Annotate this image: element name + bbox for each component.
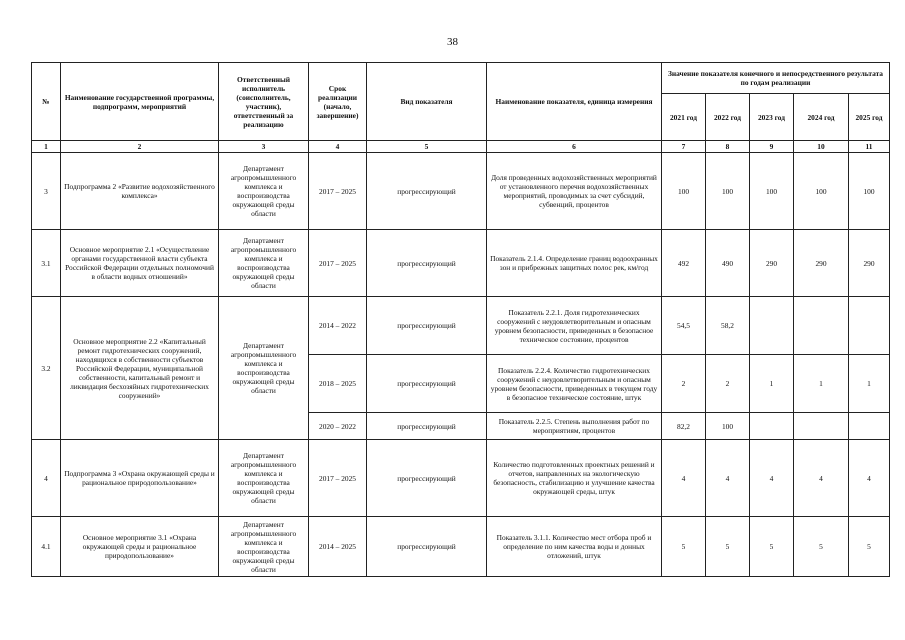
row-number: 3.2 xyxy=(32,297,61,440)
column-number: 11 xyxy=(849,141,890,153)
column-number: 2 xyxy=(61,141,219,153)
column-number: 9 xyxy=(750,141,794,153)
indicator-name: Доля проведенных водохозяйственных мероприятий от установленного перечня водохозяйственных мероприятий, проводимых за счет субсидий, субвенций, процентов xyxy=(487,153,662,230)
value-2023: 100 xyxy=(750,153,794,230)
indicator-type: прогрессирующий xyxy=(367,297,487,355)
indicators-table xyxy=(31,62,890,577)
value-2025 xyxy=(849,297,890,355)
indicator-name: Показатель 2.2.4. Количество гидротехнических сооружений с неудовлетворительным и опасным уровнем безопасности, приведенных в текущем году в безопасное техническое состояние, штук xyxy=(487,355,662,413)
indicator-type: прогрессирующий xyxy=(367,230,487,297)
term: 2018 – 2025 xyxy=(309,355,367,413)
column-number: 4 xyxy=(309,141,367,153)
header-program: Наименование государственной программы, подпрограмм, мероприятий xyxy=(61,63,219,141)
value-2023: 5 xyxy=(750,517,794,577)
table-row xyxy=(32,440,890,517)
term: 2017 – 2025 xyxy=(309,440,367,517)
executor: Департамент агропромышленного комплекса и воспроизводства окружающей среды области xyxy=(219,153,309,230)
row-number: 4 xyxy=(32,440,61,517)
program-name: Основное мероприятие 2.2 «Капитальный ремонт гидротехнических сооружений, находящихся в собственности субъектов Российской Федерации, муниципальной собственности, капитальный ремонт и ликвидация бесхозяйных гидротехнических сооружений» xyxy=(61,297,219,440)
value-2021: 5 xyxy=(662,517,706,577)
column-number: 7 xyxy=(662,141,706,153)
executor: Департамент агропромышленного комплекса и воспроизводства окружающей среды области xyxy=(219,440,309,517)
column-number: 5 xyxy=(367,141,487,153)
value-2023 xyxy=(750,413,794,440)
header-values-group: Значение показателя конечного и непосредственного результата по годам реализации xyxy=(662,63,890,94)
header-indicator-type: Вид показателя xyxy=(367,63,487,141)
value-2023: 4 xyxy=(750,440,794,517)
row-number: 3.1 xyxy=(32,230,61,297)
header-year: 2022 год xyxy=(706,94,750,141)
value-2024: 4 xyxy=(794,440,849,517)
indicator-name: Количество подготовленных проектных решений и отчетов, направленных на экологическую безопасность, стабилизацию и улучшение качества окружающей среды, штук xyxy=(487,440,662,517)
value-2025: 1 xyxy=(849,355,890,413)
page-number: 38 xyxy=(447,36,458,48)
executor: Департамент агропромышленного комплекса и воспроизводства окружающей среды области xyxy=(219,230,309,297)
indicator-type: прогрессирующий xyxy=(367,517,487,577)
indicator-name: Показатель 2.2.1. Доля гидротехнических сооружений с неудовлетворительным и опасным уровнем безопасности, приведенных в безопасное техническое состояние, процентов xyxy=(487,297,662,355)
header-year: 2023 год xyxy=(750,94,794,141)
indicator-type: прогрессирующий xyxy=(367,440,487,517)
value-2024 xyxy=(794,297,849,355)
value-2025: 5 xyxy=(849,517,890,577)
header-year: 2021 год xyxy=(662,94,706,141)
header-year: 2024 год xyxy=(794,94,849,141)
header-row xyxy=(32,63,890,94)
value-2022: 100 xyxy=(706,413,750,440)
value-2022: 490 xyxy=(706,230,750,297)
value-2025: 4 xyxy=(849,440,890,517)
term: 2017 – 2025 xyxy=(309,230,367,297)
indicator-name: Показатель 2.1.4. Определение границ водоохранных зон и прибрежных защитных полос рек, км/год xyxy=(487,230,662,297)
executor: Департамент агропромышленного комплекса и воспроизводства окружающей среды области xyxy=(219,517,309,577)
value-2021: 100 xyxy=(662,153,706,230)
program-name: Основное мероприятие 2.1 «Осуществление органами государственной власти субъекта Российской Федерации отдельных полномочий в области водных отношений» xyxy=(61,230,219,297)
column-number: 10 xyxy=(794,141,849,153)
row-number: 3 xyxy=(32,153,61,230)
header-year: 2025 год xyxy=(849,94,890,141)
value-2022: 58,2 xyxy=(706,297,750,355)
value-2022: 4 xyxy=(706,440,750,517)
value-2021: 82,2 xyxy=(662,413,706,440)
term: 2014 – 2025 xyxy=(309,517,367,577)
value-2022: 2 xyxy=(706,355,750,413)
program-name: Подпрограмма 3 «Охрана окружающей среды и рациональное природопользование» xyxy=(61,440,219,517)
header-term: Срок реализации (начало, завершение) xyxy=(309,63,367,141)
value-2024 xyxy=(794,413,849,440)
value-2021: 492 xyxy=(662,230,706,297)
value-2021: 54,5 xyxy=(662,297,706,355)
program-name: Подпрограмма 2 «Развитие водохозяйственного комплекса» xyxy=(61,153,219,230)
indicator-type: прогрессирующий xyxy=(367,355,487,413)
executor: Департамент агропромышленного комплекса и воспроизводства окружающей среды области xyxy=(219,297,309,440)
column-number: 1 xyxy=(32,141,61,153)
value-2023: 290 xyxy=(750,230,794,297)
value-2022: 5 xyxy=(706,517,750,577)
term: 2017 – 2025 xyxy=(309,153,367,230)
table-row xyxy=(32,153,890,230)
term: 2020 – 2022 xyxy=(309,413,367,440)
column-numbers-row xyxy=(32,141,890,153)
column-number: 3 xyxy=(219,141,309,153)
value-2025 xyxy=(849,413,890,440)
header-indicator-name: Наименование показателя, единица измерения xyxy=(487,63,662,141)
table-row xyxy=(32,517,890,577)
value-2021: 4 xyxy=(662,440,706,517)
value-2025: 290 xyxy=(849,230,890,297)
program-name: Основное мероприятие 3.1 «Охрана окружающей среды и рациональное природопользование» xyxy=(61,517,219,577)
header-executor: Ответственный исполнитель (соисполнитель, участник), ответственный за реализацию xyxy=(219,63,309,141)
value-2022: 100 xyxy=(706,153,750,230)
header-no: № xyxy=(32,63,61,141)
indicator-type: прогрессирующий xyxy=(367,153,487,230)
column-number: 8 xyxy=(706,141,750,153)
table-row xyxy=(32,297,890,355)
value-2024: 1 xyxy=(794,355,849,413)
column-number: 6 xyxy=(487,141,662,153)
value-2025: 100 xyxy=(849,153,890,230)
value-2024: 290 xyxy=(794,230,849,297)
value-2023 xyxy=(750,297,794,355)
term: 2014 – 2022 xyxy=(309,297,367,355)
value-2021: 2 xyxy=(662,355,706,413)
value-2024: 100 xyxy=(794,153,849,230)
row-number: 4.1 xyxy=(32,517,61,577)
table-row xyxy=(32,230,890,297)
value-2024: 5 xyxy=(794,517,849,577)
indicator-name: Показатель 2.2.5. Степень выполнения работ по мероприятиям, процентов xyxy=(487,413,662,440)
value-2023: 1 xyxy=(750,355,794,413)
indicator-name: Показатель 3.1.1. Количество мест отбора проб и определение по ним качества воды и донных отложений, штук xyxy=(487,517,662,577)
indicator-type: прогрессирующий xyxy=(367,413,487,440)
